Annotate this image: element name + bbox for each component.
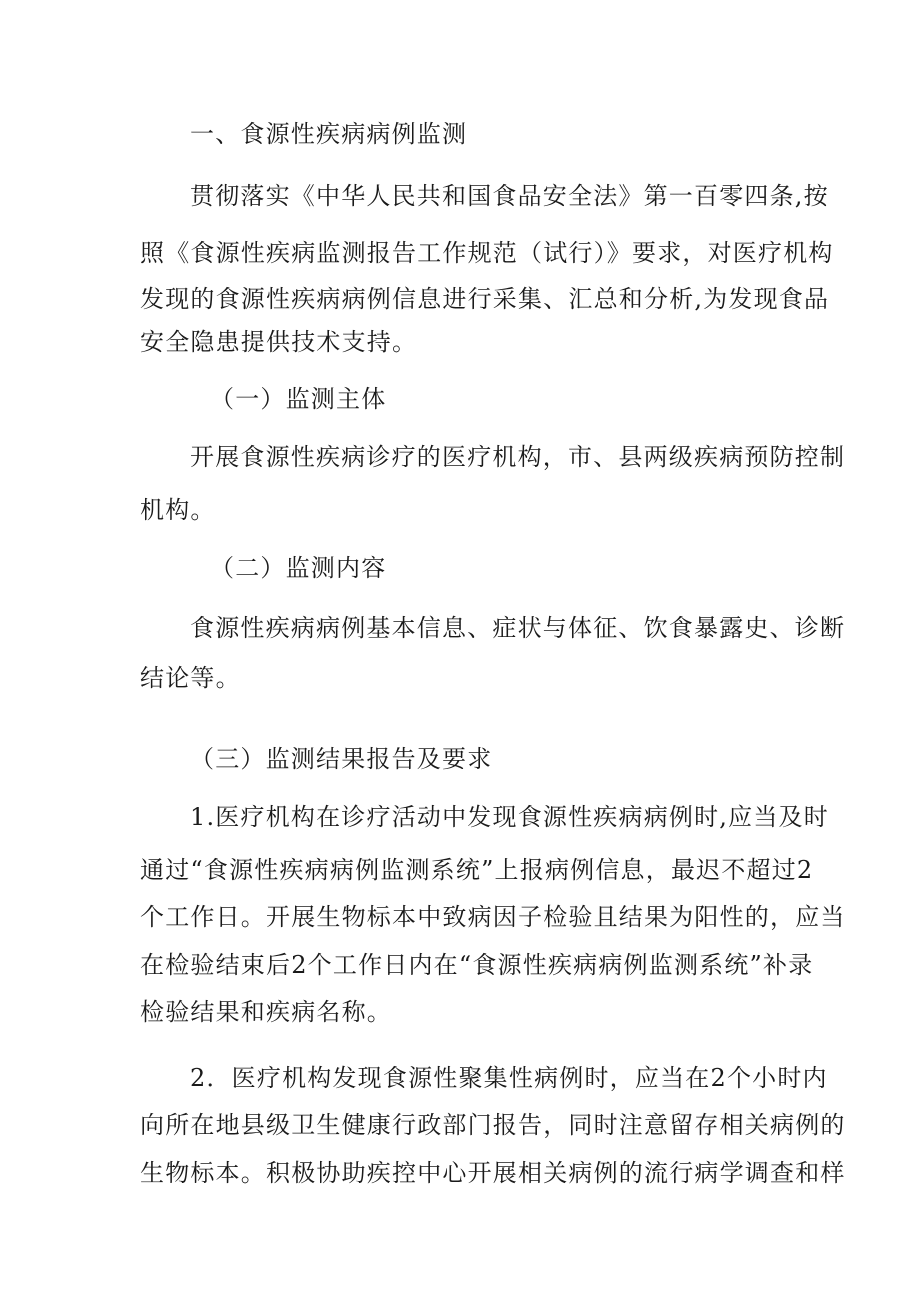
item-1-line-4: 在检验结束后2个工作日内在“食源性疾病病例监测系统”补录	[140, 951, 814, 979]
intro-line-4: 安全隐患提供技术支持。	[140, 328, 418, 356]
item-2-line-1: 2．医疗机构发现食源性聚集性病例时，应当在2个小时内	[190, 1064, 828, 1092]
intro-line-1: 贯彻落实《中华人民共和国食品安全法》第一百零四条,按	[190, 182, 829, 210]
subsection-1-line-1: 开展食源性疾病诊疗的医疗机构，市、县两级疾病预防控制	[190, 443, 846, 471]
item-2-line-3: 生物标本。积极协助疾控中心开展相关病例的流行病学调查和样	[140, 1159, 846, 1187]
item-2-line-2: 向所在地县级卫生健康行政部门报告，同时注意留存相关病例的	[140, 1111, 846, 1139]
subsection-title-1: （一）监测主体	[210, 385, 387, 413]
item-1-line-2: 通过“食源性疾病病例监测系统”上报病例信息，最迟不超过2	[140, 856, 814, 884]
item-1-line-1: 1.医疗机构在诊疗活动中发现食源性疾病病例时,应当及时	[190, 803, 829, 831]
item-1-line-3: 个工作日。开展生物标本中致病因子检验且结果为阳性的，应当	[140, 903, 846, 931]
subsection-1-line-2: 机构。	[140, 496, 216, 524]
subsection-title-3: （三）监测结果报告及要求	[190, 745, 493, 773]
item-1-line-5: 检验结果和疾病名称。	[140, 998, 392, 1026]
subsection-2-line-2: 结论等。	[140, 664, 241, 692]
intro-line-3: 发现的食源性疾病病例信息进行采集、汇总和分析,为发现食品	[140, 285, 830, 313]
subsection-title-2: （二）监测内容	[210, 554, 387, 582]
section-heading-1: 一、食源性疾病病例监测	[190, 120, 468, 148]
intro-line-2: 照《食源性疾病监测报告工作规范（试行）》要求，对医疗机构	[140, 239, 834, 267]
subsection-2-line-1: 食源性疾病病例基本信息、症状与体征、饮食暴露史、诊断	[190, 614, 846, 642]
